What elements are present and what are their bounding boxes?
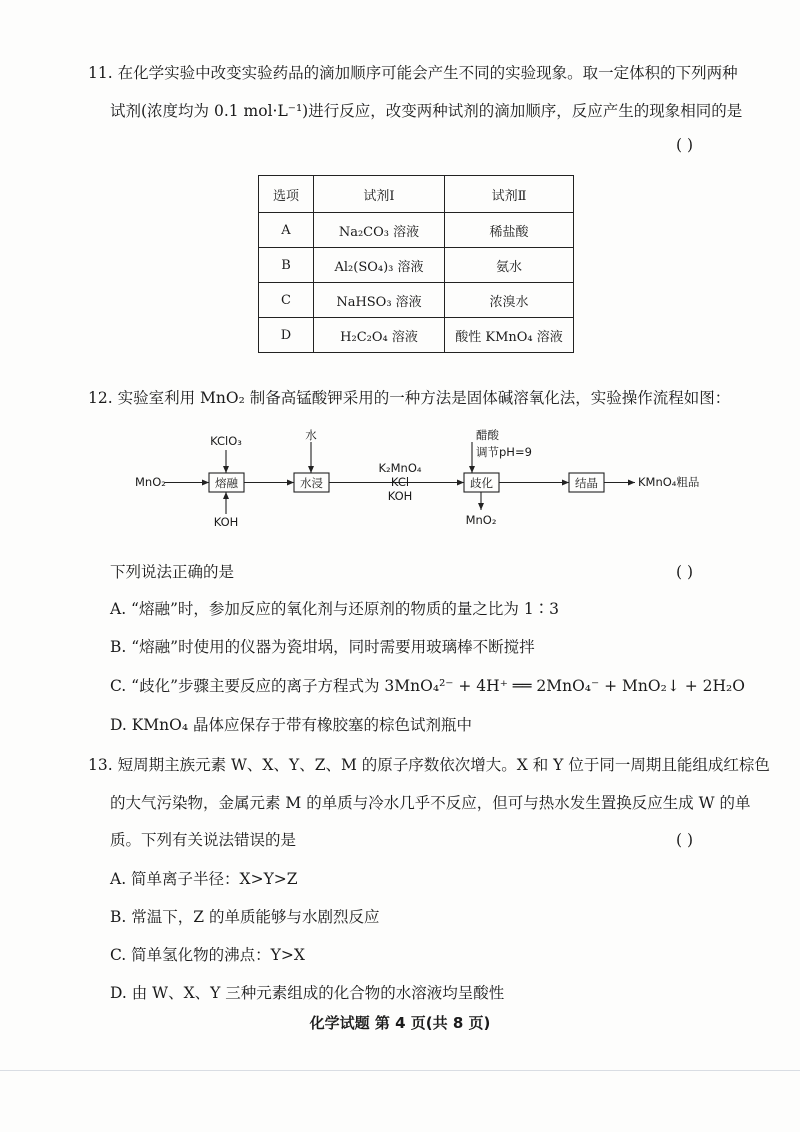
q13-option-a: A. 简单离子半径：X>Y>Z: [110, 870, 298, 888]
q12-option-a: A. “熔融”时，参加反应的氧化剂与还原剂的物质的量之比为 1∶3: [110, 600, 560, 618]
diagram-box-crystallize: 结晶: [575, 476, 598, 490]
q13-line-3: 质。下列有关说法错误的是: [110, 831, 297, 849]
diagram-k2mno4-label: K₂MnO₄: [378, 461, 422, 475]
q13-option-b: B. 常温下，Z 的单质能够与水剧烈反应: [110, 908, 380, 926]
page-footer: 化学试题 第 4 页(共 8 页): [309, 1014, 491, 1032]
table-header-cell: 试剂Ⅱ: [445, 176, 574, 213]
table-cell: 酸性 KMnO₄ 溶液: [445, 318, 574, 353]
q12-line-1: 12. 实验室利用 MnO₂ 制备高锰酸钾采用的一种方法是固体碱溶氧化法，实验操作流程如图：: [88, 389, 731, 407]
diagram-box-melt: 熔融: [215, 476, 238, 490]
table-cell: C: [259, 283, 314, 318]
table-row: [259, 318, 574, 353]
q11-line-2: 试剂(浓度均为 0.1 mol·L⁻¹)进行反应，改变两种试剂的滴加顺序，反应产生的现象相同的是: [110, 102, 743, 120]
table-cell: 氨水: [445, 248, 574, 283]
table-header-cell: 选项: [259, 176, 314, 213]
q11-line-1: 11. 在化学实验中改变实验药品的滴加顺序可能会产生不同的实验现象。取一定体积的下列两种: [88, 64, 738, 82]
diagram-box-leach: 水浸: [300, 476, 323, 490]
diagram-koh-label: KOH: [213, 515, 239, 529]
q12-option-d: D. KMnO₄ 晶体应保存于带有橡胶塞的棕色试剂瓶中: [110, 716, 473, 734]
diagram-box-disproportion: 歧化: [470, 476, 493, 490]
diagram-koh-mid-label: KOH: [387, 489, 413, 503]
table-header-row: [259, 176, 574, 213]
diagram-mno2-product-label: MnO₂: [465, 513, 497, 527]
table-row: [259, 213, 574, 248]
table-cell: 稀盐酸: [445, 213, 574, 248]
diagram-kclo3-label: KClO₃: [210, 434, 242, 448]
table-header-cell: 试剂Ⅰ: [314, 176, 445, 213]
q12-flow-diagram: [110, 428, 750, 538]
table-cell: 浓溴水: [445, 283, 574, 318]
table-cell: B: [259, 248, 314, 283]
q12-prompt: 下列说法正确的是: [110, 563, 235, 581]
table-cell: Al₂(SO₄)₃ 溶液: [314, 248, 445, 283]
q11-answer-paren: ( ): [676, 136, 694, 154]
table-cell: D: [259, 318, 314, 353]
q11-options-table: [258, 175, 574, 353]
bottom-divider: [0, 1070, 800, 1071]
table-row: [259, 283, 574, 318]
table-row: [259, 248, 574, 283]
q13-answer-paren: ( ): [676, 831, 694, 849]
diagram-kcl-label: KCl: [390, 475, 410, 489]
q13-option-d: D. 由 W、X、Y 三种元素组成的化合物的水溶液均呈酸性: [110, 984, 505, 1002]
diagram-end-label: KMnO₄粗品: [638, 475, 700, 489]
q13-line-1: 13. 短周期主族元素 W、X、Y、Z、M 的原子序数依次增大。X 和 Y 位于同一周期且能组成红棕色: [88, 756, 770, 774]
q12-answer-paren: ( ): [676, 563, 694, 581]
table-cell: H₂C₂O₄ 溶液: [314, 318, 445, 353]
q13-line-2: 的大气污染物，金属元素 M 的单质与冷水几乎不反应，但可与热水发生置换反应生成 W 的单: [110, 794, 751, 812]
diagram-start-label: MnO₂: [135, 475, 166, 489]
table-cell: A: [259, 213, 314, 248]
table-cell: Na₂CO₃ 溶液: [314, 213, 445, 248]
q13-option-c: C. 简单氢化物的沸点：Y>X: [110, 946, 305, 964]
table-cell: NaHSO₃ 溶液: [314, 283, 445, 318]
diagram-water-label: 水: [305, 428, 317, 442]
diagram-ph-label: 调节pH=9: [476, 445, 532, 459]
diagram-acetic-acid-label: 醋酸: [476, 428, 499, 442]
q12-option-b: B. “熔融”时使用的仪器为瓷坩埚，同时需要用玻璃棒不断搅拌: [110, 638, 535, 656]
q12-option-c: C. “歧化”步骤主要反应的离子方程式为 3MnO₄²⁻ + 4H⁺ ══ 2MnO₄⁻ + MnO₂↓ + 2H₂O: [110, 677, 745, 695]
